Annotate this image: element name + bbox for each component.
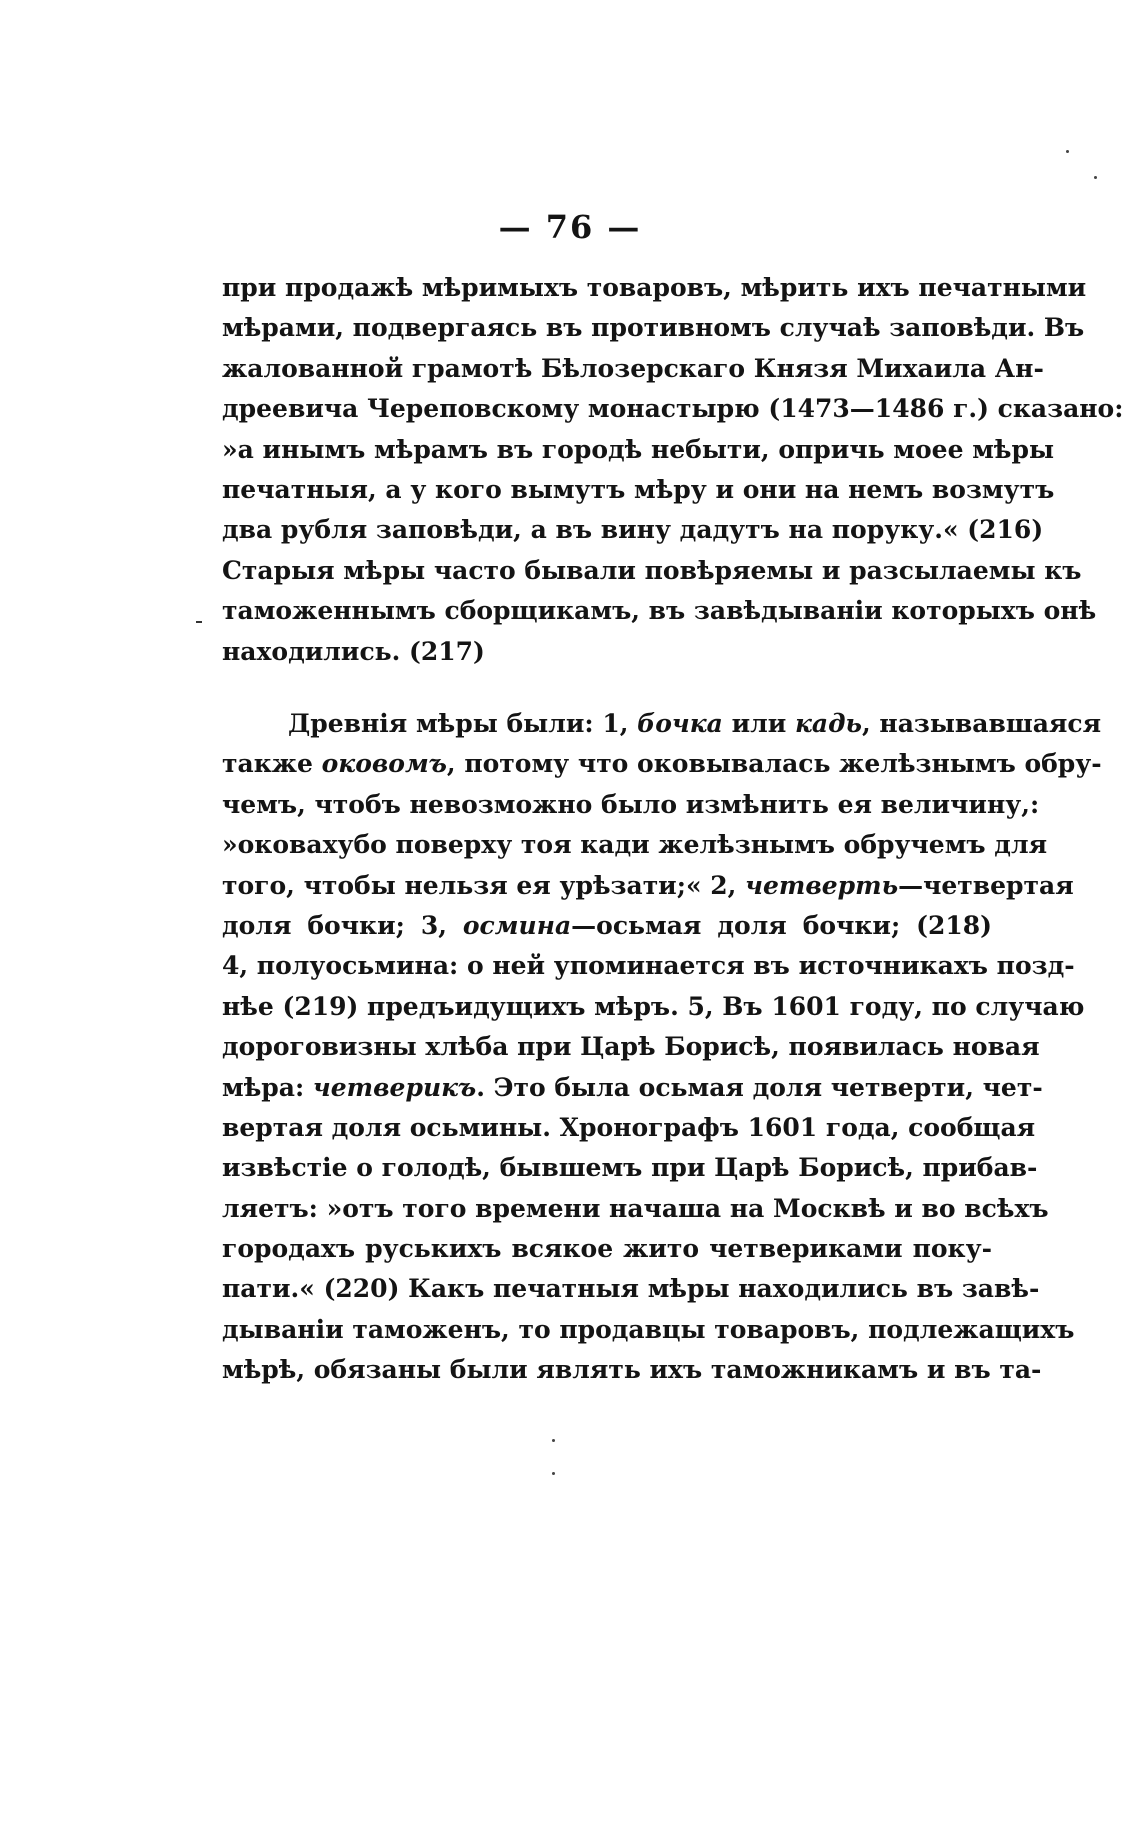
text-line: мѣрами, подвергаясь въ противномъ случаѣ заповѣди. Въ — [222, 313, 1085, 343]
text-line: городахъ руськихъ всякое жито четвериками поку- — [222, 1234, 992, 1264]
text-line: дреевича Череповскому монастырю (1473—1486 г.) сказано: — [222, 394, 1124, 424]
line-text: также — [222, 749, 322, 779]
scan-speck — [1094, 176, 1097, 179]
line-text: , называвшаяся — [861, 709, 1102, 738]
text-line: извѣстіе о голодѣ, бывшемъ при Царѣ Борисѣ, прибав- — [222, 1153, 1038, 1183]
line-text: того, чтобы нельзя ея урѣзати;« 2, — [222, 870, 746, 900]
scan-speck — [1066, 150, 1069, 153]
italic-term: четверть — [745, 870, 899, 900]
text-line: Старыя мѣры часто бывали повѣряемы и разсылаемы къ — [222, 555, 1082, 585]
italic-term: кадь — [794, 709, 862, 738]
line-text: доля бочки; 3, — [222, 910, 463, 940]
margin-mark — [196, 621, 202, 623]
text-line: таможеннымъ сборщикамъ, въ завѣдываніи которыхъ онѣ — [222, 596, 1097, 626]
text-line: пати.« (220) Какъ печатныя мѣры находились въ завѣ- — [222, 1274, 1040, 1304]
text-line — [222, 906, 992, 946]
text-line: печатныя, а у кого вымутъ мѣру и они на немъ возмутъ — [222, 474, 1055, 504]
text-line: дороговизны хлѣба при Царѣ Борисѣ, появилась новая — [222, 1032, 1040, 1062]
text-line: »а инымъ мѣрамъ въ городѣ небыти, опричь моее мѣры — [222, 434, 1055, 464]
text-line: вертая доля осьмины. Хронографъ 1601 года, сообщая — [222, 1112, 1036, 1142]
text-line: при продажѣ мѣримыхъ товаровъ, мѣрить ихъ печатными — [222, 273, 1087, 302]
text-line: 4, полуосьмина: о ней упоминается въ источникахъ позд- — [222, 951, 1075, 981]
paragraph-measures-stamped — [222, 268, 1124, 672]
scan-speck — [552, 1439, 555, 1442]
paragraph-ancient-measures — [222, 704, 1102, 1391]
line-text: , потому что оковывалась желѣзнымъ обру- — [446, 749, 1102, 779]
text-line — [222, 1068, 1043, 1108]
text-line: два рубля заповѣди, а въ вину дадутъ на поруку.« (216) — [222, 515, 1044, 545]
text-line: нѣе (219) предъидущихъ мѣръ. 5, Въ 1601 году, по случаю — [222, 991, 1085, 1021]
text-line — [222, 744, 1102, 784]
text-line: находились. (217) — [222, 636, 485, 666]
text-line: дываніи таможенъ, то продавцы товаровъ, подлежащихъ — [222, 1314, 1075, 1344]
text-line: чемъ, чтобъ невозможно было измѣнить ея величину,: — [222, 789, 1040, 819]
text-line: »оковахубо поверху тоя кади желѣзнымъ обручемъ для — [222, 830, 1048, 860]
text-line: мѣрѣ, обязаны были являть ихъ таможникамъ и въ та- — [222, 1355, 1042, 1385]
line-text: Древнія мѣры были: 1, — [288, 709, 638, 738]
line-text: или — [722, 709, 795, 738]
text-line — [222, 866, 1074, 906]
italic-term: осмина — [462, 910, 572, 940]
text-line: ляетъ: »отъ того времени начаша на Москвѣ и во всѣхъ — [222, 1193, 1049, 1223]
text-line: жалованной грамотѣ Бѣлозерскаго Князя Михаила Ан- — [222, 353, 1044, 383]
line-text: . Это была осьмая доля четверти, чет- — [476, 1072, 1043, 1102]
line-text: —осьмая доля бочки; (218) — [571, 910, 992, 940]
line-text: мѣра: — [222, 1072, 313, 1102]
line-text: —четвертая — [898, 870, 1074, 900]
scan-speck — [552, 1472, 555, 1475]
italic-term: оковомъ — [321, 749, 447, 779]
text-line — [222, 704, 1102, 744]
page-number: — 76 — — [498, 208, 642, 246]
italic-term: бочка — [637, 709, 723, 738]
italic-term: четверикъ — [312, 1072, 477, 1102]
